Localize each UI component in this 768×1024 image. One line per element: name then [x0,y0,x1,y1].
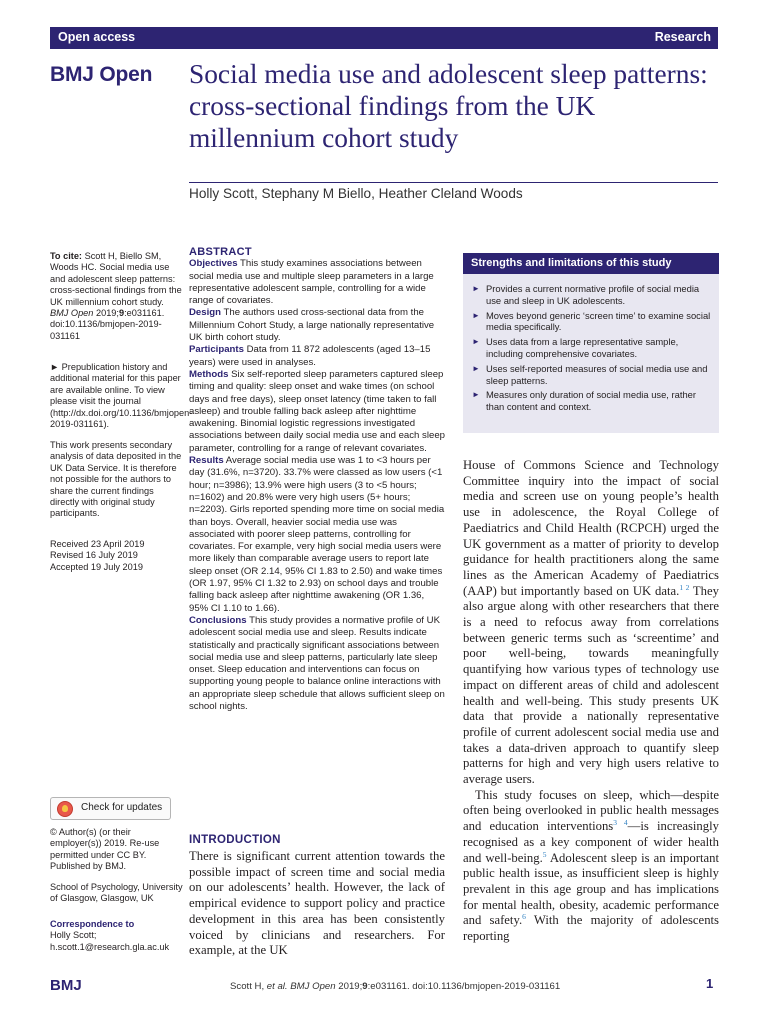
paragraph-text: Adolescent sleep is an important public health issue, as insufficient sleep is highly prevalent in this age group and has implications for mental health, obesity, academic performance and safety. [463,850,719,928]
secondary-text: This work presents secondary analysis of data deposited in the UK Data Service. It is therefore not possible for the authors to share the current findings directly with original study participants. [50,440,182,519]
cite-volume: 9 [118,308,125,319]
list-item: ► Uses self-reported measures of social media use and sleep patterns. [472,363,712,387]
objectives-text: This study examines associations between social media use and multiple sleep parameters in a large representative adolescent sample, controlling for a wide range of covariates. [189,258,434,307]
list-item: ► Moves beyond generic ‘screen time’ to examine social media specifically. [472,310,712,334]
methods-text: Six self-reported sleep parameters captured sleep timing and quality: sleep onset and wake times (on school days and free days), sleep onset latency (time taken to fall asleep) and trouble falling back asleep after nighttime awakening. Binomial logistic regressions investigated associations between daily social media use and each sleep parameter, controlling for a range of relevant covariates. [189,368,445,454]
abstract-heading: ABSTRACT [189,246,252,258]
affiliation-block [50,882,183,905]
paragraph [463,788,719,945]
conclusions-label: Conclusions [189,614,247,626]
cite-text: Scott H, Biello SM, Woods HC. Social media use and adolescent sleep patterns: cross-sectional findings from the UK millennium cohort study. [50,251,182,307]
cite-label: To cite: [50,251,82,261]
introduction-heading: INTRODUCTION [189,834,281,846]
correspondence-label: Correspondence to [50,919,135,929]
strengths-heading: Strengths and limitations of this study [471,257,672,269]
list-item: ► Uses data from a large representative sample, including comprehensive covariates. [472,336,712,360]
prepub-text: ► Prepublication history and additional material for this paper are available online. To view please visit the journal (http://dx.doi.org/10.1136/bmjopen-2019-031161). [50,362,193,430]
section-label: Research [654,30,711,44]
paragraph-text: House of Commons Science and Technology Committee inquiry into the impact of social media and screen use on young people’s health use in adolescence, the Royal College of Paediatrics and Child Health (RCPCH) urged the UK government as a matter of priority to develop guidance for health practitioners along the same lines as the American Academy of Paediatrics (AAP) but importantly based on UK data. [463,458,719,598]
strengths-limitations-box [463,253,719,433]
open-access-label: Open access [58,30,136,44]
paragraph-text: With the majority of adolescents reporting [463,913,719,944]
reference-link[interactable]: 6 [522,912,526,922]
participants-label: Participants [189,344,244,356]
methods-label: Methods [189,368,229,380]
dates-block [50,533,183,573]
secondary-note [50,440,183,520]
cite-year: 2019; [95,308,119,319]
cite-rest: :e031161. doi:10.1136/bmjopen-2019-031161 [50,308,165,341]
design-text: The authors used cross-sectional data from the Millennium Cohort Study, a large nationally representative UK birth cohort study. [189,307,435,344]
participants-text: Data from 11 872 adolescents (aged 13–15 years) were used in analyses. [189,344,431,368]
body-right-column [463,458,719,945]
list-item: ► Provides a current normative profile of social media use and sleep in UK adolescents. [472,283,712,307]
conclusions-text: This study provides a normative profile of UK adolescent social media use and sleep. Results indicate statistically and practically significant associations between social media use and sleep patterns, particularly late sleep onset. Sleep education and interventions can focus on supporting young people to balance online interactions with an appropriate sleep schedule that allows sufficient sleep on school nights. [189,614,445,712]
paragraph [463,458,719,788]
footer-text: Scott H, [230,981,267,992]
reference-link[interactable]: 1 2 [679,582,690,592]
footer-volume: 9 [362,981,368,992]
reference-link[interactable]: 5 [542,849,547,859]
article-title: Social media use and adolescent sleep patterns: cross-sectional findings from the UK millennium cohort study [189,59,708,153]
correspondence-email[interactable]: h.scott.1@research.gla.ac.uk [50,941,170,952]
strengths-heading-bar [463,253,719,274]
results-label: Results [189,455,224,467]
cite-journal: BMJ Open [50,308,94,319]
paragraph-text: They also argue along with other researchers that there is a need to refocus away from correlations between generic terms such as ‘screentime’ and poor well-being, towards meaningfully quantifying how various types of technology use impact on different areas of child and adolescent health and well-being. This study presents UK data that provide a nationally representative profile of current adolescent social media use and takes a data-driven approach to quantify sleep patterns for high and very high users relative to average users. [463,583,719,787]
footer-citation [230,981,560,992]
strengths-list [472,283,712,416]
top-banner [50,27,718,49]
crossmark-icon [57,801,73,817]
copyright-block [50,827,183,873]
footer-text: :e031161. doi:10.1136/bmjopen-2019-031161 [367,981,561,992]
list-item: ► Measures only duration of social media use, rather than content and context. [472,389,712,413]
journal-logo: BMJ Open [50,63,153,86]
footer-journal: BMJ Open [287,981,336,992]
check-for-updates-button[interactable] [50,797,171,820]
revised-date: Revised 16 July 2019 [50,550,138,561]
prepub-note [50,362,193,430]
bmj-footer-logo: BMJ [50,977,82,994]
author-list: Holly Scott, Stephany M Biello, Heather Cleland Woods [189,186,523,201]
accepted-date: Accepted 19 July 2019 [50,561,143,572]
design-label: Design [189,307,221,319]
abstract [189,246,445,713]
objectives-label: Objectives [189,258,238,270]
correspondence-name: Holly Scott; [50,930,97,941]
title-divider [189,182,718,183]
paragraph-text: —is increasingly recognised as a key component of wider health and well-being. [463,819,719,865]
affiliation-text: School of Psychology, University of Glasgow, Glasgow, UK [50,882,183,904]
introduction-text: There is significant current attention towards the possible impact of screen time and social media on our adolescents’ health. However, the lack of empirical evidence to support policy and practice development in this area has been consistently voiced by clinicians and researchers. For example, at the UK [189,849,445,958]
footer-etal: et al. [266,981,288,992]
reference-link[interactable]: 3 4 [613,817,628,827]
results-text: Average social media use was 1 to <3 hours per day (31.6%, n=3720). 33.7% were classed as low users (<1 hour; n=3986); 13.9% were high users (3 to <5 hours; n=1602) and 20.8% were very high users (5+ hours; n=2203). Girls reported spending more time on social media than boys. Overall, heavier social media use was associated with poorer sleep patterns, controlling for covariates. For example, very high social media users were more likely than comparable average users to report late sleep onset (OR 2.14, 95% CI 1.83 to 2.50) and wake times (OR 1.97, 95% CI 1.32 to 2.93) on school days and trouble falling back asleep after nighttime awakening (OR 1.36, 95% CI 1.10 to 1.66). [189,455,445,614]
paragraph-text: This study focuses on sleep, which—despite often being overlooked in public health messages and education interventions [463,787,719,834]
footer-text: 2019; [335,981,363,992]
page-number: 1 [706,976,714,991]
citation-block [50,251,183,342]
check-updates-label: Check for updates [81,802,163,813]
correspondence-block [50,914,183,953]
received-date: Received 23 April 2019 [50,539,145,549]
copyright-text: © Author(s) (or their employer(s)) 2019. Re-use permitted under CC BY. Published by BMJ. [50,827,160,872]
